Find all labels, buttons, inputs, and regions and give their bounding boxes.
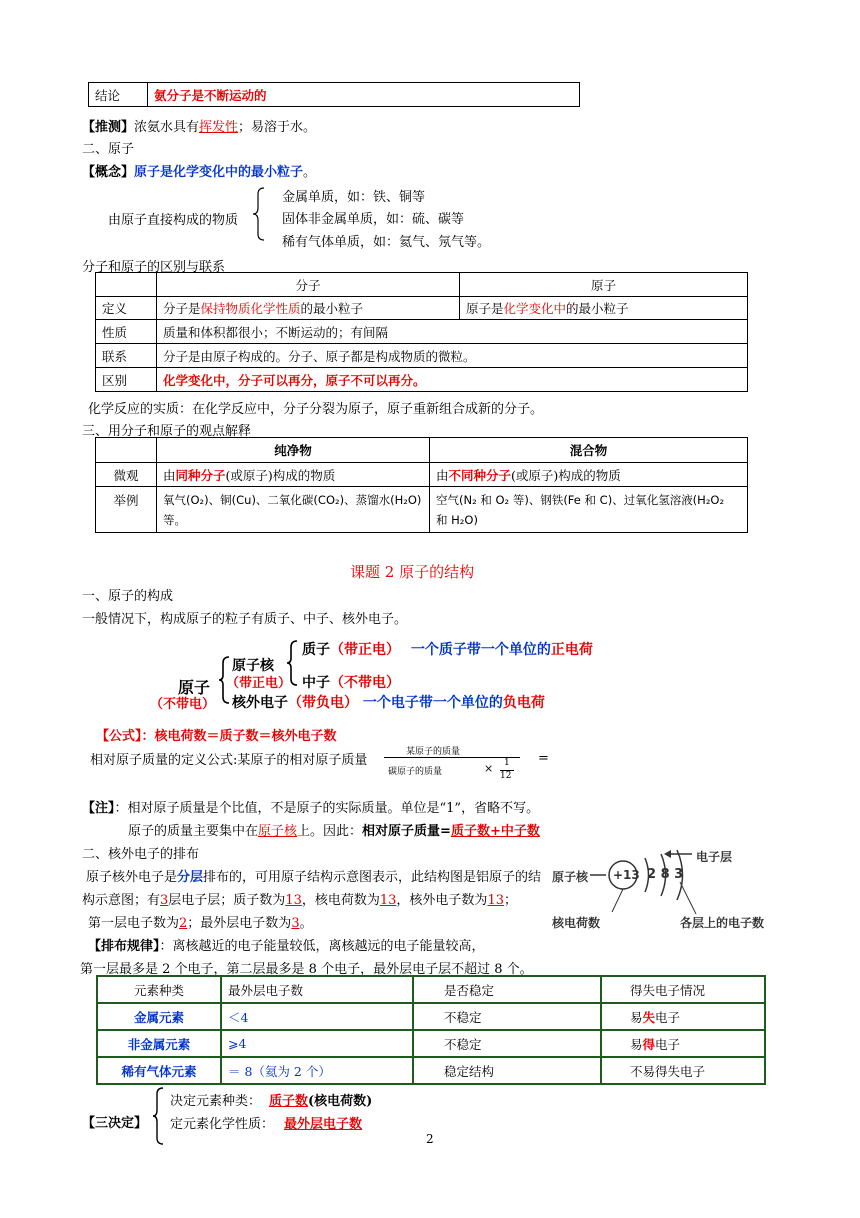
gain-cell: 易失电子 [601, 1003, 765, 1030]
diff-cell: 化学变化中，分子可以再分，原子不可以再分。 [157, 368, 748, 392]
def-atom: 原子是化学变化中的最小粒子 [460, 297, 748, 320]
molecule-atom-table [95, 272, 748, 392]
lesson-title: 课题 2 原子的结构 [350, 563, 475, 581]
conclusion-value: 氨分子是不断运动的 [148, 83, 580, 107]
direct-item: 稀有气体单质，如：氦气、氖气等。 [282, 235, 491, 250]
row-label: 性质 [96, 320, 157, 344]
micro-pure: 由同种分子(或原子)构成的物质 [157, 463, 430, 487]
col-header: 最外层电子数 [221, 976, 413, 1003]
element-table [96, 975, 766, 1085]
conclusion-table [88, 82, 580, 107]
col-header: 是否稳定 [413, 976, 601, 1003]
atom-note: （不带电） [150, 697, 216, 712]
nucleus-note: （带正电） [226, 676, 292, 691]
section-electron-title: 二、核外电子的排布 [82, 847, 200, 862]
fraction-denominator: 碳原子的质量 [388, 767, 443, 777]
three-line-2: 定元素化学性质： 最外层电子数 [170, 1117, 363, 1132]
outer-cell: ⩾4 [221, 1030, 413, 1057]
conclusion-label: 结论 [89, 83, 148, 107]
brace-icon [252, 186, 266, 242]
diagram-electrons: 2 8 3 [647, 867, 684, 882]
fraction-one: 1 [504, 758, 510, 768]
direct-item: 固体非金属单质，如：硫、碳等 [282, 212, 465, 227]
diagram-charge: +13 [613, 868, 640, 882]
layer-line-1: 原子核外电子是分层排布的，可用原子结构示意图表示，此结构图是铝原子的结 [86, 870, 542, 885]
three-line-1: 决定元素种类： 质子数(核电荷数) [170, 1094, 373, 1109]
rule-line-1: 【排布规律】：离核越近的电子能量较低，离核越远的电子能量较高， [88, 939, 485, 954]
fraction-times: × [484, 762, 494, 775]
relmass-label: 相对原子质量的定义公式:某原子的相对原子质量 [90, 753, 368, 768]
col-header: 元素种类 [97, 976, 221, 1003]
direct-label: 由原子直接构成的物质 [108, 213, 239, 228]
section-composition-title: 一、原子的构成 [82, 589, 174, 604]
col-header: 分子 [157, 273, 460, 297]
row-label: 微观 [96, 463, 157, 487]
electron-line: 核外电子（带负电） 一个电子带一个单位的负电荷 [232, 695, 545, 711]
section-atom-title: 二、原子 [82, 142, 135, 157]
row-label: 定义 [96, 297, 157, 320]
layer-line-3: 第一层电子数为2；最外层电子数为3。 [88, 916, 313, 931]
section-explain-title: 三、用分子和原子的观点解释 [82, 424, 252, 439]
concept-line: 【概念】原子是化学变化中的最小粒子。 [82, 165, 317, 180]
prop-cell: 质量和体积都很小；不断运动的；有间隔 [157, 320, 748, 344]
nucleus-label: 原子核 [232, 658, 274, 674]
infer-line: 【推测】浓氨水具有挥发性；易溶于水。 [82, 120, 317, 135]
fraction-twelve: 12 [500, 771, 512, 781]
row-label: 区别 [96, 368, 157, 392]
fraction-numerator: 某原子的质量 [406, 747, 461, 757]
page-number: 2 [426, 1132, 434, 1146]
atom-structure-diagram [590, 850, 700, 920]
diagram-nucleus-label: 原子核 [552, 870, 589, 884]
diagram-layer-label: 各层上的电子数 [680, 916, 765, 930]
atom-label: 原子 [178, 678, 211, 697]
three-tag: 【三决定】 [82, 1116, 148, 1131]
diagram-core-label: 核电荷数 [552, 916, 601, 930]
stable-cell: 不稳定 [413, 1003, 601, 1030]
essence-line: 化学反应的实质：在化学反应中，分子分裂为原子，原子重新组合成新的分子。 [88, 402, 544, 417]
outer-cell: ＜4 [221, 1003, 413, 1030]
col-header: 纯净物 [157, 438, 430, 463]
kind-cell: 稀有气体元素 [97, 1057, 221, 1084]
note-line: 【注】：相对原子质量是个比值，不是原子的实际质量。单位是“1”，省略不写。 [82, 801, 540, 816]
layer-line-2: 构示意图；有3层电子层；质子数为13，核电荷数为13，核外电子数为13； [82, 893, 517, 908]
outer-cell: ＝ 8（氦为 2 个） [221, 1057, 413, 1084]
formula-line: 【公式】：核电荷数＝质子数＝核外电子数 [96, 729, 337, 744]
kind-cell: 金属元素 [97, 1003, 221, 1030]
stable-cell: 不稳定 [413, 1030, 601, 1057]
gain-cell: 不易得失电子 [601, 1057, 765, 1084]
brace-icon [152, 1086, 164, 1146]
gain-cell: 易得电子 [601, 1030, 765, 1057]
fraction-line [384, 757, 520, 758]
fraction-equals: = [538, 751, 549, 766]
mass-line: 原子的质量主要集中在原子核上。因此：相对原子质量=质子数+中子数 [128, 824, 540, 839]
proton-line: 质子（带正电） 一个质子带一个单位的正电荷 [302, 642, 593, 658]
diagram-shell-label: 电子层 [696, 850, 733, 864]
neutron-line: 中子（不带电） [302, 675, 400, 691]
direct-item: 金属单质，如：铁、铜等 [282, 190, 426, 205]
stable-cell: 稳定结构 [413, 1057, 601, 1084]
compare-title: 分子和原子的区别与联系 [82, 260, 226, 275]
row-label: 联系 [96, 344, 157, 368]
micro-mixture: 由不同种分子(或原子)构成的物质 [430, 463, 748, 487]
pure-mixture-table [95, 437, 748, 533]
kind-cell: 非金属元素 [97, 1030, 221, 1057]
composition-text: 一般情况下，构成原子的粒子有质子、中子、核外电子。 [82, 612, 408, 627]
rule-line-2: 第一层最多是 2 个电子，第二层最多是 8 个电子，最外层电子层不超过 8 个。 [80, 962, 533, 977]
def-molecule: 分子是保持物质化学性质的最小粒子 [157, 297, 460, 320]
row-label: 举例 [96, 487, 157, 533]
col-header: 原子 [460, 273, 748, 297]
col-header: 混合物 [430, 438, 748, 463]
example-mixture: 空气(N₂ 和 O₂ 等)、钢铁(Fe 和 C)、过氧化氢溶液(H₂O₂ 和 H₂O) [430, 487, 748, 533]
col-header: 得失电子情况 [601, 976, 765, 1003]
example-pure: 氧气(O₂)、铜(Cu)、二氧化碳(CO₂)、蒸馏水(H₂O) 等。 [157, 487, 430, 533]
link-cell: 分子是由原子构成的。分子、原子都是构成物质的微粒。 [157, 344, 748, 368]
brace-icon [286, 639, 298, 687]
arrow-icon [664, 848, 694, 860]
